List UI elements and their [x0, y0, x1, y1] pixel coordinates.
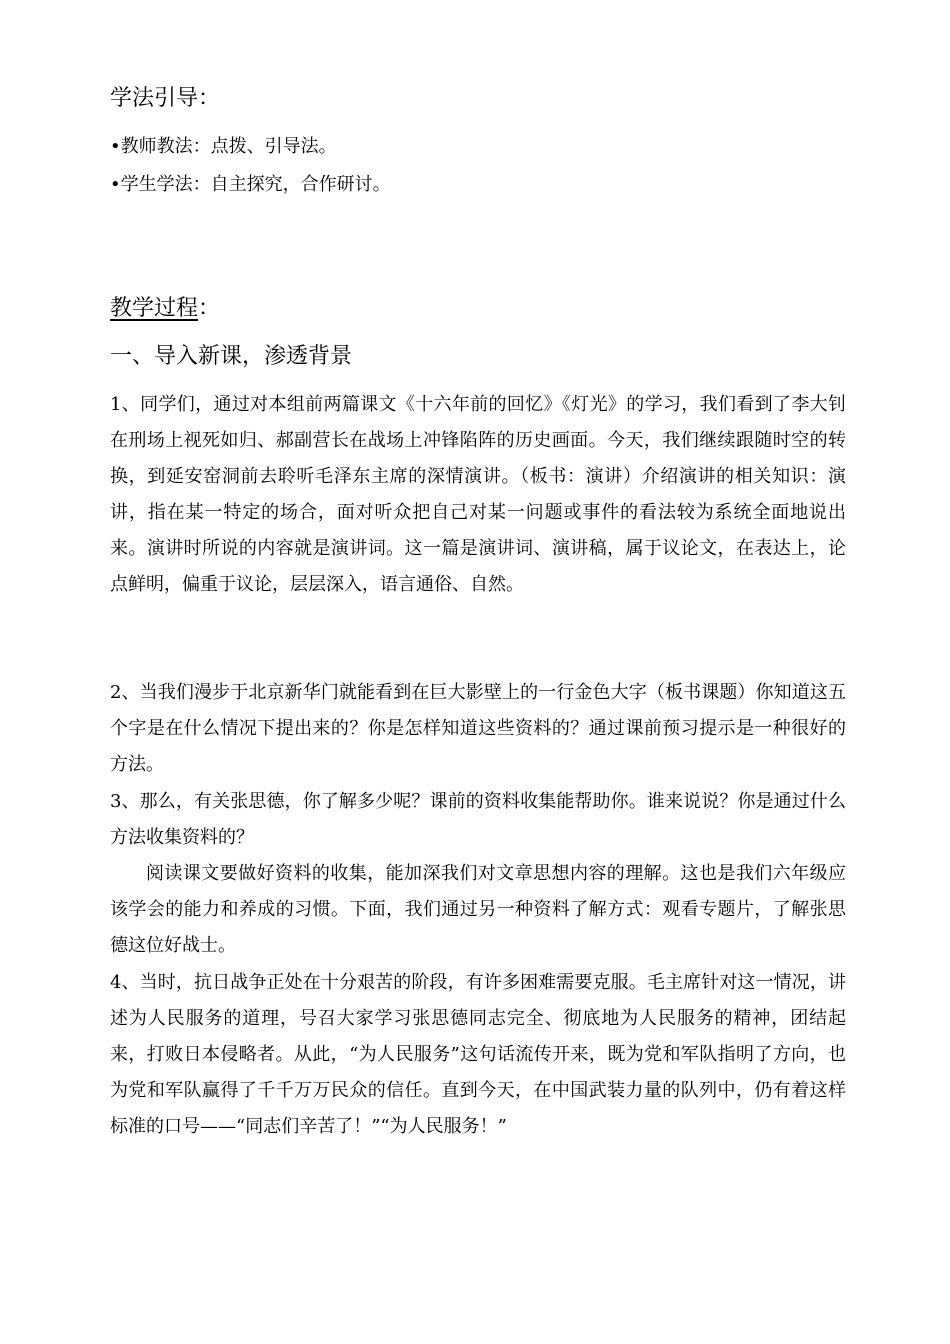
paragraph-3: 3、那么，有关张思德，你了解多少呢？课前的资料收集能帮助你。谁来说说？你是通过什么方法收集资料的？ [110, 791, 846, 848]
paragraph-1: 1、同学们，通过对本组前两篇课文《十六年前的回忆》《灯光》的学习，我们看到了李大钊在刑场上视死如归、郝副营长在战场上冲锋陷阵的历史画面。今天，我们继续跟随时空的转换，到延安窑洞前去聆听毛泽东主席的深情演讲。（板书：演讲）介绍演讲的相关知识：演讲，指在某一特定的场合，面对听众把自己对某一问题或事件的看法较为系统全面地说出来。演讲时所说的内容就是演讲词。这一篇是演讲词、演讲稿，属于议论文，在表达上，论点鲜明，偏重于议论，层层深入，语言通俗、自然。 [110, 394, 846, 595]
paragraph-4: 4、当时，抗日战争正处在十分艰苦的阶段，有许多困难需要克服。毛主席针对这一情况，讲述为人民服务的道理，号召大家学习张思德同志完全、彻底地为人民服务的精神，团结起来，打败日本侵略者。从此，“为人民服务”这句话流传开来，既为党和军队指明了方向，也为党和军队赢得了千千万万民众的信任。直到今天，在中国武装力量的队列中，仍有着这样标准的口号——“同志们辛苦了！”“为人民服务！” [110, 972, 846, 1137]
paragraph-3-note: 阅读课文要做好资料的收集，能加深我们对文章思想内容的理解。这也是我们六年级应该学会的能力和养成的习惯。下面，我们通过另一种资料了解方式：观看专题片，了解张思德这位好战士。 [110, 863, 846, 956]
teacher-method-item: •教师教法：点拨、引导法。 [110, 136, 337, 157]
teaching-process-heading-text: 教学过程 [110, 296, 199, 321]
study-guide-heading: 学法引导： [110, 86, 221, 111]
student-method-item: •学生学法：自主探究，合作研讨。 [110, 174, 391, 195]
teaching-process-heading-colon: ： [198, 296, 221, 321]
teaching-process-heading [110, 294, 220, 324]
paragraph-2: 2、当我们漫步于北京新华门就能看到在巨大影壁上的一行金色大字（板书课题）你知道这五个字是在什么情况下提出来的？你是怎样知道这些资料的？通过课前预习提示是一种很好的方法。 [110, 682, 846, 775]
section-title-intro: 一、导入新课，渗透背景 [110, 344, 353, 369]
